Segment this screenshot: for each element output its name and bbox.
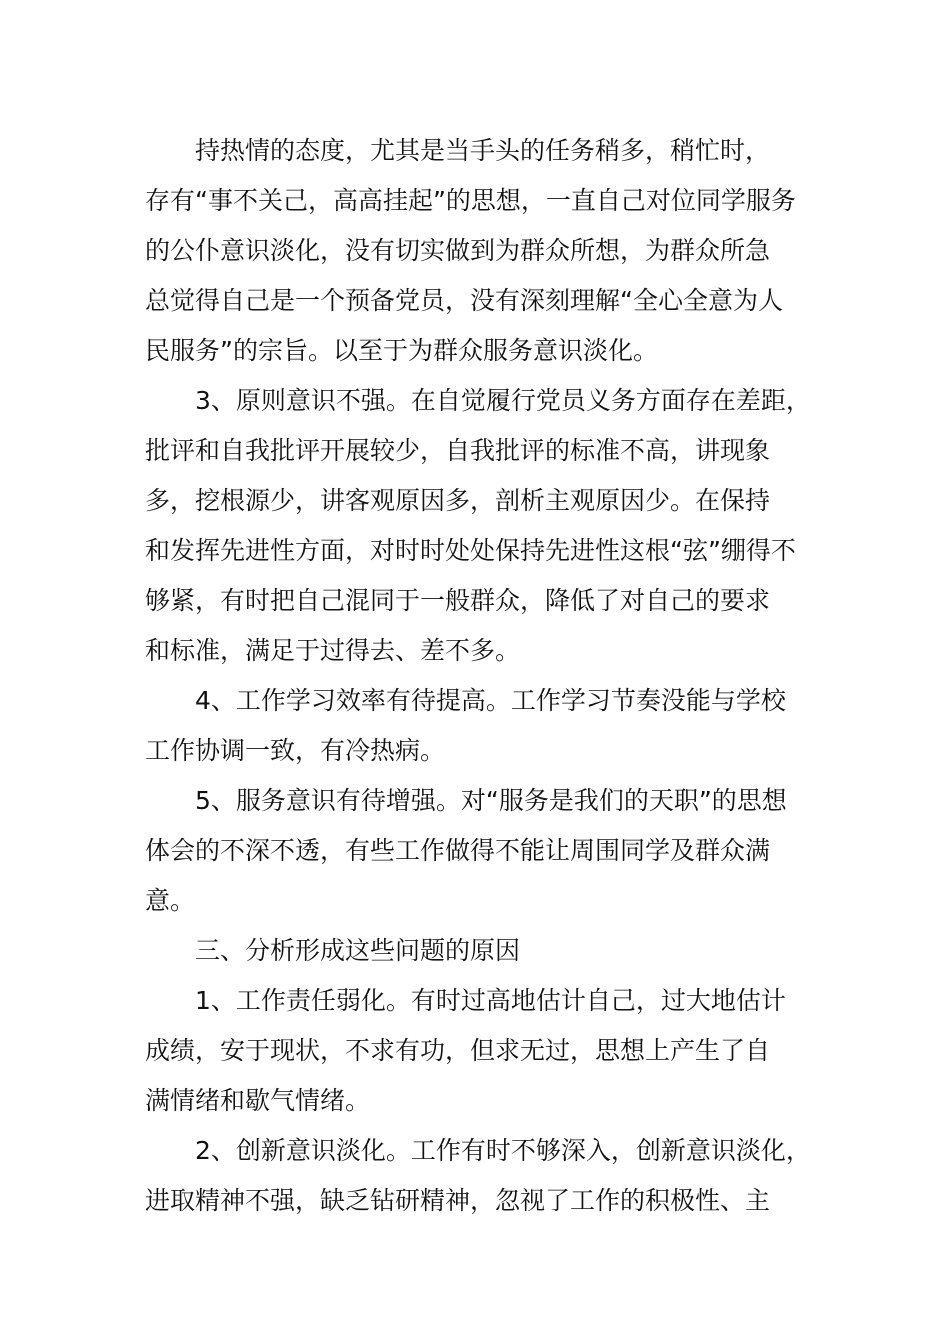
text-line: 3、原则意识不强。在自觉履行党员义务方面存在差距， xyxy=(195,386,811,415)
text-line: 1、工作责任弱化。有时过高地估计自己，过大地估计 xyxy=(195,986,786,1015)
text-line: 够紧，有时把自己混同于一般群众，降低了对自己的要求 xyxy=(145,586,771,615)
text-line: 满情绪和歇气情绪。 xyxy=(145,1086,371,1115)
text-line: 成绩，安于现状，不求有功，但求无过，思想上产生了自 xyxy=(145,1036,771,1065)
text-line: 进取精神不强，缺乏钻研精神，忽视了工作的积极性、主 xyxy=(145,1186,771,1215)
text-line: 三、分析形成这些问题的原因 xyxy=(195,936,521,965)
text-line: 4、工作学习效率有待提高。工作学习节奏没能与学校 xyxy=(195,686,786,715)
text-line: 工作协调一致，有冷热病。 xyxy=(145,736,446,765)
document-body xyxy=(145,126,835,1226)
text-line: 和发挥先进性方面，对时时处处保持先进性这根“弦”绷得不 xyxy=(145,536,796,565)
text-line: 总觉得自己是一个预备党员，没有深刻理解“全心全意为人 xyxy=(145,286,783,315)
text-line: 多，挖根源少，讲客观原因多，剖析主观原因少。在保持 xyxy=(145,486,771,515)
text-line: 的公仆意识淡化，没有切实做到为群众所想，为群众所急 xyxy=(145,236,771,265)
text-line: 民服务”的宗旨。以至于为群众服务意识淡化。 xyxy=(145,336,658,365)
text-line: 5、服务意识有待增强。对“服务是我们的天职”的思想 xyxy=(195,786,787,815)
text-line: 批评和自我批评开展较少，自我批评的标准不高，讲现象 xyxy=(145,436,771,465)
text-line: 2、创新意识淡化。工作有时不够深入，创新意识淡化， xyxy=(195,1136,811,1165)
text-line: 意。 xyxy=(145,886,196,915)
text-line: 存有“事不关己，高高挂起”的思想，一直自己对位同学服务 xyxy=(145,186,796,215)
text-line: 和标准，满足于过得去、差不多。 xyxy=(145,636,521,665)
text-line: 体会的不深不透，有些工作做得不能让周围同学及群众满 xyxy=(145,836,771,865)
text-line: 持热情的态度，尤其是当手头的任务稍多，稍忙时， xyxy=(195,136,771,165)
